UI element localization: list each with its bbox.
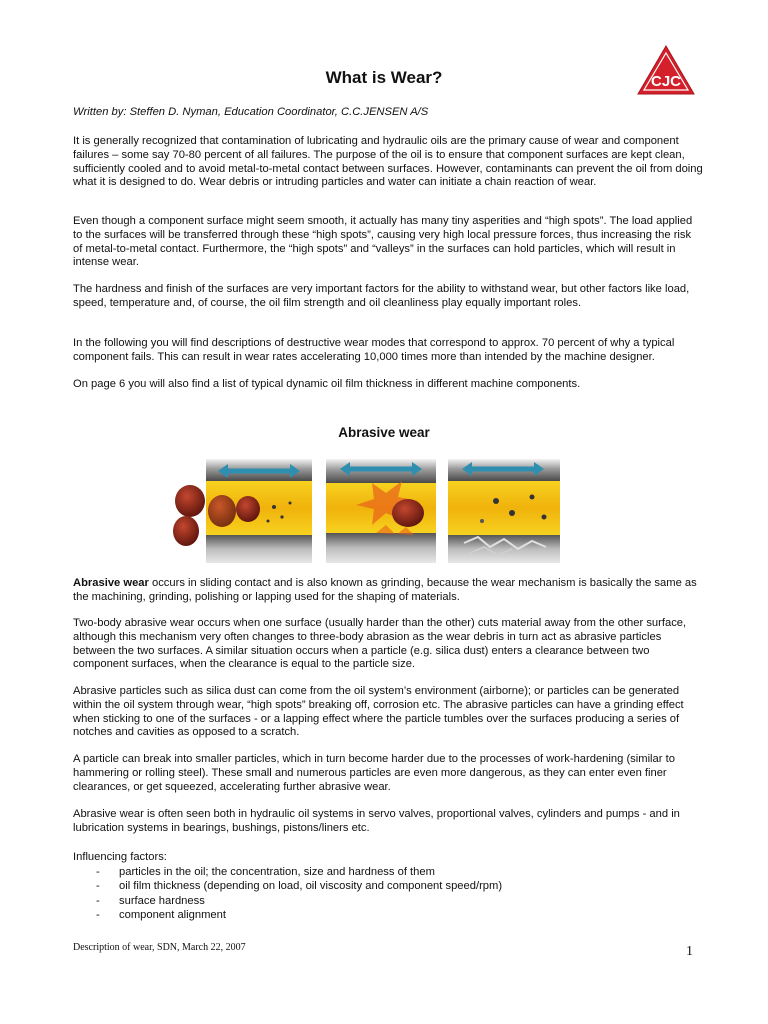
abrasive-wear-definition-text: occurs in sliding contact and is also known as grinding, because the wear mechanism is basically the same as the machining, grinding, polishing or lapping used for the shaping of materials. [73, 577, 697, 603]
abrasive-wear-definition [73, 577, 703, 605]
panel-particle-crushed [326, 459, 436, 563]
list-item: - oil film thickness (depending on load, oil viscosity and component speed/rpm) [96, 880, 503, 892]
list-marker: - [96, 909, 100, 921]
section-paragraph-1: Two-body abrasive wear occurs when one surface (usually harder than the other) cuts material away from the other surface, although this mechanism very often changes to three-body abrasion as the wear debris in turn act as abrasive particles between the two surfaces. A similar situation occurs when a particle (e.g. silica dust) enters a clearance between two component surfaces, when the clearance is equal to the particle size. [73, 617, 687, 671]
list-marker: - [96, 880, 100, 892]
intro-paragraph-3: The hardness and finish of the surfaces are very important factors for the ability to withstand wear, but other factors like load, speed, temperature and, of course, the oil film strength and oil cleanliness play equally important roles. [73, 283, 690, 309]
list-item: - particles in the oil; the concentration, size and hardness of them [96, 865, 435, 878]
factors-list [73, 865, 502, 923]
list-item: - component alignment [96, 909, 226, 921]
section-paragraph-4: Abrasive wear is often seen both in hydraulic oil systems in servo valves, proportional valves, cylinders and pumps - and in lubrication systems in bearings, bushings, pistons/liners etc. [73, 808, 680, 834]
factors-heading: Influencing factors: [73, 851, 167, 863]
abrasive-wear-term: Abrasive wear [73, 577, 149, 589]
list-marker: - [96, 894, 100, 907]
list-item: - surface hardness [96, 894, 205, 907]
intro-paragraph-2: Even though a component surface might seem smooth, it actually has many tiny asperities and “high spots”. The load applied to the surfaces will be transferred through these “high spots”, causing very high local pressure forces, thus increasing the risk of metal-to-metal contact. Furthermore, the “high spots” and “valleys” in the surfaces can hold particles, which will result in intense wear. [73, 215, 693, 269]
page-number: 1 [686, 944, 693, 959]
logo-text: CJC [650, 73, 682, 90]
section-heading: Abrasive wear [338, 425, 430, 440]
intro-paragraph-5: On page 6 you will also find a list of typical dynamic oil film thickness in different machine components. [73, 378, 581, 390]
section-paragraph-3: A particle can break into smaller particles, which in turn become harder due to the processes of work-hardening (similar to hammering or rolling steel). These small and numerous particles are even more dangerous, as they can enter even finer clearances, or get squeezed, accelerating further abrasive wear. [73, 753, 675, 793]
abrasive-wear-illustration [172, 457, 564, 567]
intro-paragraph-4: In the following you will find descriptions of destructive wear modes that correspond to approx. 70 percent of why a typical component fails. This can result in wear rates accelerating 10,000 times more than intended by the machine designer. [73, 337, 675, 363]
panel-particle-entering [173, 459, 312, 563]
intro-paragraph-1: It is generally recognized that contamination of lubricating and hydraulic oils are the primary cause of wear and component failures – some say 70-80 percent of all failures. The purpose of the oil is to ensure that component surfaces are kept clean, sufficiently cooled and to avoid metal-to-metal contact between surfaces. However, contaminants can prevent the oil from doing what it is designed to do. Wear debris or intruding particles and water can initiate a chain reaction of wear. [73, 135, 703, 189]
panel-surface-damage [448, 459, 560, 563]
footer-text: Description of wear, SDN, March 22, 2007 [73, 942, 246, 953]
list-marker: - [96, 865, 100, 878]
page-title: What is Wear? [325, 68, 443, 87]
influencing-factors [73, 850, 502, 923]
section-paragraph-2: Abrasive particles such as silica dust can come from the oil system’s environment (airborne); or particles can be generated within the oil system through wear, “high spots” breaking off, corrosion etc. The abrasive particles can have a grinding effect when sticking to one of the surfaces - or a lapping effect where the particle tumbles over the surfaces producing a series of notches and cavities as opposed to a scratch. [73, 685, 684, 739]
author-line: Written by: Steffen D. Nyman, Education Coordinator, C.C.JENSEN A/S [73, 106, 429, 118]
